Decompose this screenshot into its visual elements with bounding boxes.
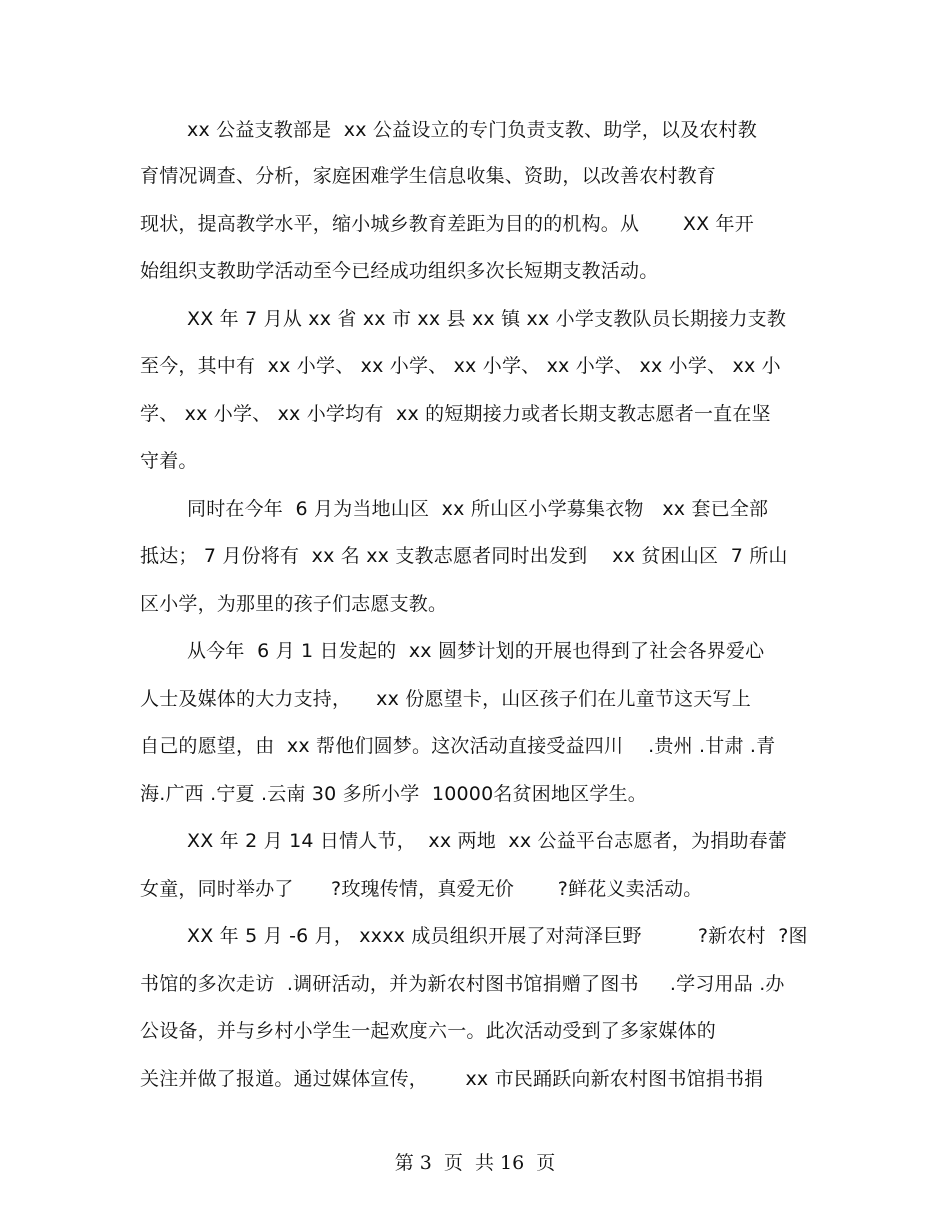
paragraph-3-line-1: 同时在今年 6 月为当地山区 xx 所山区小学募集衣物 xx 套已全部 [187, 498, 769, 520]
paragraph-6-line-4: 关注并做了报道。通过媒体宣传， xx 市民踊跃向新农村图书馆捐书捐 [140, 1068, 764, 1090]
paragraph-5-line-2: 女童，同时举办了 ?玫瑰传情，真爱无价 ?鲜花义卖活动。 [140, 878, 703, 900]
paragraph-6-line-1: XX 年 5 月 -6 月， xxxx 成员组织开展了对菏泽巨野 ?新农村 ?图 [187, 925, 808, 947]
paragraph-6-line-3: 公设备，并与乡村小学生一起欢度六一。此次活动受到了多家媒体的 [140, 1020, 717, 1042]
paragraph-3-line-2: 抵达； 7 月份将有 xx 名 xx 支教志愿者同时出发到 xx 贫困山区 7 所山 [140, 545, 788, 567]
paragraph-2-line-2: 至今，其中有 xx 小学、 xx 小学、 xx 小学、 xx 小学、 xx 小学、 xx 小 [140, 355, 781, 377]
paragraph-3-line-3: 区小学，为那里的孩子们志愿支教。 [140, 593, 448, 615]
paragraph-4-line-2: 人士及媒体的大力支持， xx 份愿望卡，山区孩子们在儿童节这天写上 [140, 688, 751, 710]
page-number-footer: 第 3 页 共 16 页 [394, 1152, 556, 1174]
paragraph-1-line-3: 现状，提高教学水平，缩小城乡教育差距为目的的机构。从 XX 年开 [140, 213, 754, 235]
paragraph-4-line-4: 海.广西 .宁夏 .云南 30 多所小学 10000名贫困地区学生。 [140, 783, 647, 805]
paragraph-6-line-2: 书馆的多次走访 .调研活动，并为新农村图书馆捐赠了图书 .学习用品 .办 [140, 973, 785, 995]
paragraph-4-line-3: 自己的愿望，由 xx 帮他们圆梦。这次活动直接受益四川 .贵州 .甘肃 .青 [140, 735, 776, 757]
paragraph-1-line-2: 育情况调查、分析，家庭困难学生信息收集、资助，以改善农村教育 [140, 165, 717, 187]
paragraph-2-line-3: 学、 xx 小学、 xx 小学均有 xx 的短期接力或者长期支教志愿者一直在坚 [140, 403, 771, 425]
paragraph-2-line-4: 守着。 [140, 450, 198, 472]
paragraph-5-line-1: XX 年 2 月 14 日情人节， xx 两地 xx 公益平台志愿者，为捐助春蕾 [187, 830, 788, 852]
paragraph-4-line-1: 从今年 6 月 1 日发起的 xx 圆梦计划的开展也得到了社会各界爱心 [187, 640, 765, 662]
paragraph-2-line-1: XX 年 7 月从 xx 省 xx 市 xx 县 xx 镇 xx 小学支教队员长期接力支教 [187, 308, 787, 330]
paragraph-1-line-4: 始组织支教助学活动至今已经成功组织多次长短期支教活动。 [140, 260, 659, 282]
paragraph-1-line-1: xx 公益支教部是 xx 公益设立的专门负责支教、助学，以及农村教 [187, 119, 757, 141]
